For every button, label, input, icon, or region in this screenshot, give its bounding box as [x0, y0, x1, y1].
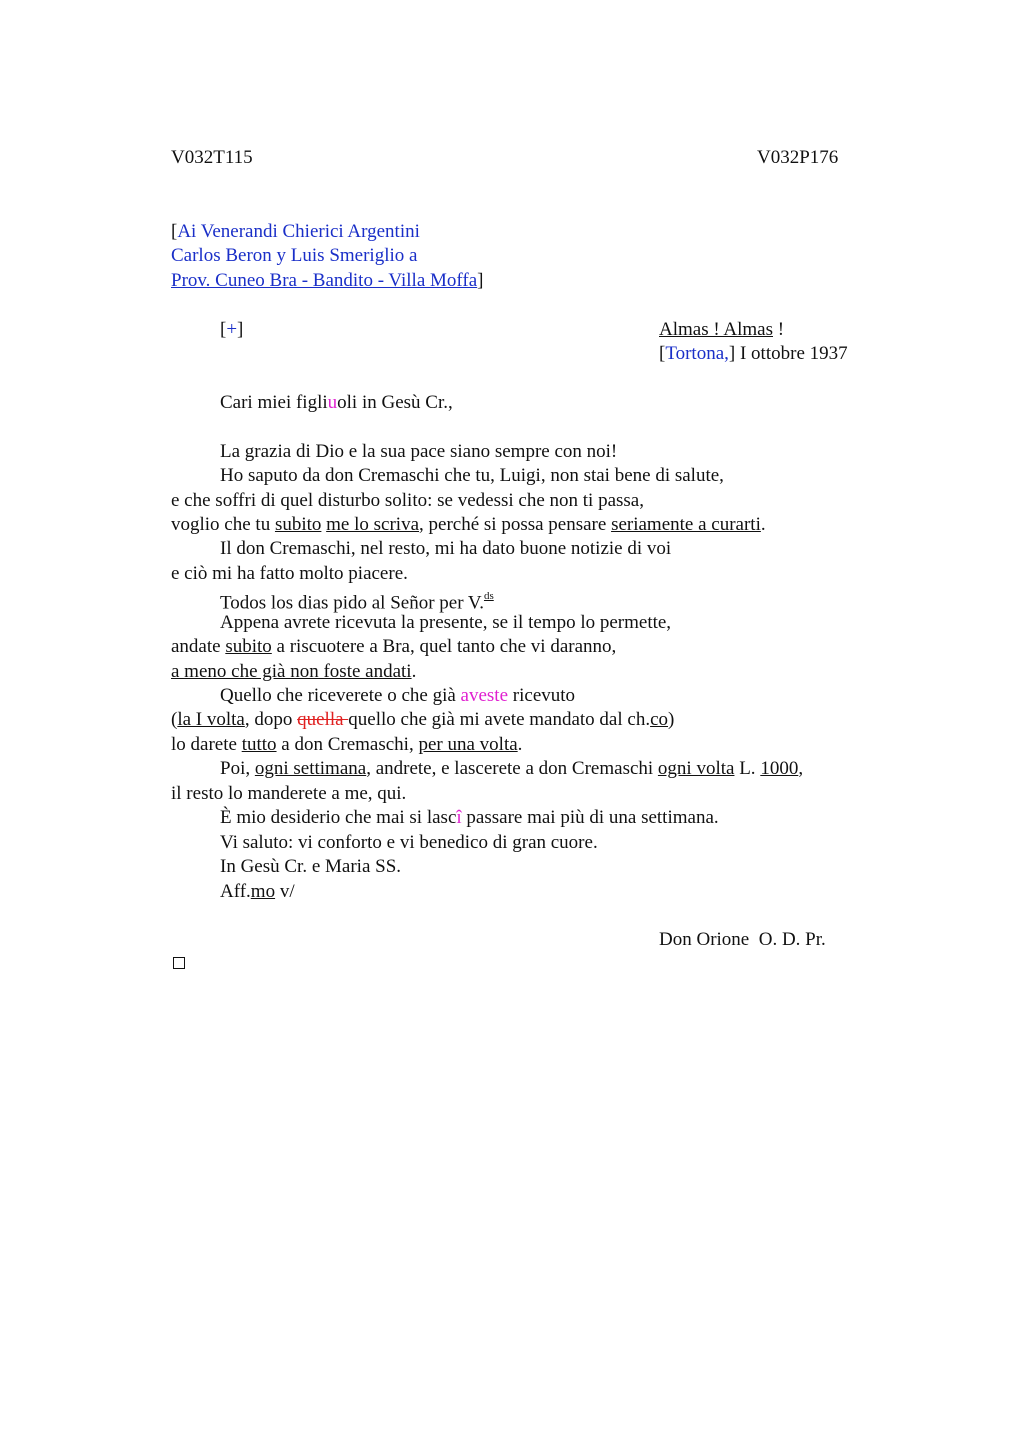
body-line-14: Poi, ogni settimana, andrete, e lascerete a don Cremaschi ogni volta L. 1000, — [220, 758, 804, 779]
body-line-18: In Gesù Cr. e Maria SS. — [220, 856, 402, 877]
closing-line: Aff.mo v/ — [220, 881, 295, 902]
body-line-11: Quello che riceverete o che già aveste ricevuto — [220, 685, 576, 706]
signature: Don Orione O. D. Pr. — [659, 929, 826, 950]
body-line-16: È mio desiderio che mai si lascî passare mai più di una settimana. — [220, 807, 719, 828]
body-line-15: il resto lo manderete a me, qui. — [171, 783, 407, 804]
body-line-9: andate subito a riscuotere a Bra, quel tanto che vi daranno, — [171, 636, 617, 657]
body-line-2: Ho saputo da don Cremaschi che tu, Luigi, non stai bene di salute, — [220, 465, 724, 486]
motto: Almas ! Almas ! — [659, 319, 785, 340]
address-line-1: [Ai Venerandi Chierici Argentini — [171, 221, 420, 242]
document-code-left: V032T115 — [171, 147, 253, 168]
body-line-7: Todos los dias pido al Señor per V.$^{ds}$ — [220, 590, 494, 614]
cross-mark: [+] — [220, 319, 244, 340]
address-line-3: Prov. Cuneo Bra - Bandito - Villa Moffa] — [171, 270, 484, 291]
body-line-17: Vi saluto: vi conforto e vi benedico di gran cuore. — [220, 832, 598, 853]
body-line-13: lo darete tutto a don Cremaschi, per una volta. — [171, 734, 523, 755]
body-line-3: e che soffri di quel disturbo solito: se vedessi che non ti passa, — [171, 490, 644, 511]
body-line-5: Il don Cremaschi, nel resto, mi ha dato buone notizie di voi — [220, 538, 672, 559]
checkbox-square-icon — [173, 957, 185, 969]
address-line-2: Carlos Beron y Luis Smeriglio a — [171, 245, 418, 266]
dateline: [Tortona,] I ottobre 1937 — [659, 343, 848, 364]
body-line-8: Appena avrete ricevuta la presente, se il tempo lo permette, — [220, 612, 672, 633]
body-line-6: e ciò mi ha fatto molto piacere. — [171, 563, 408, 584]
body-line-1: La grazia di Dio e la sua pace siano sempre con noi! — [220, 441, 618, 462]
salutation: Cari miei figliuoli in Gesù Cr., — [220, 392, 453, 413]
body-line-10: a meno che già non foste andati. — [171, 661, 417, 682]
document-code-right: V032P176 — [757, 147, 839, 168]
body-line-12: (la I volta, dopo quella quello che già mi avete mandato dal ch.co) — [171, 709, 675, 730]
body-line-4: voglio che tu subito me lo scriva, perché si possa pensare seriamente a curarti. — [171, 514, 766, 535]
